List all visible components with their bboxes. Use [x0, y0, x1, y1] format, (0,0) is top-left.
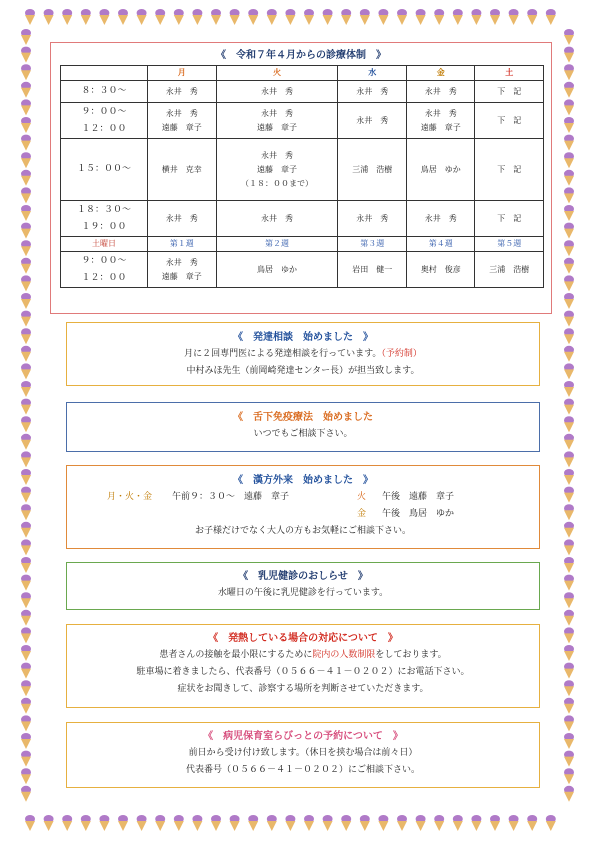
- doctor-cell-mon: 横井 克幸: [148, 139, 217, 201]
- ice-cream-cone-icon: [21, 223, 31, 239]
- doctor-cell-wed: 永井 秀: [338, 81, 407, 103]
- ice-cream-cone-icon: [21, 82, 31, 98]
- kampo-detail3: 午後 鳥居 ゆか: [382, 509, 455, 519]
- ice-cream-cone-icon: [21, 399, 31, 415]
- ice-cream-cone-icon: [21, 434, 31, 450]
- zekka-section: [66, 402, 540, 452]
- ice-cream-cone-icon: [323, 9, 333, 25]
- ice-cream-cone-icon: [21, 627, 31, 643]
- ice-cream-cone-icon: [341, 9, 351, 25]
- ice-cream-cone-icon: [21, 187, 31, 203]
- ice-cream-cone-icon: [81, 815, 91, 831]
- ice-cream-cone-icon: [81, 9, 91, 25]
- ice-cream-cone-icon: [137, 9, 147, 25]
- ice-cream-cone-icon: [546, 815, 556, 831]
- doctor-cell-sat: 下 記: [475, 139, 544, 201]
- hattatsu-title: 《 発達相談 始めました 》: [233, 332, 373, 343]
- ice-cream-cone-icon: [21, 733, 31, 749]
- ice-cream-cone-icon: [564, 715, 574, 731]
- ice-cream-cone-icon: [21, 152, 31, 168]
- ice-cream-cone-icon: [564, 328, 574, 344]
- ice-cream-cone-icon: [21, 663, 31, 679]
- ice-cream-cone-icon: [21, 469, 31, 485]
- fever-line1: [67, 647, 539, 664]
- ice-cream-cone-icon: [323, 815, 333, 831]
- saturday-doctor-week-5: 三浦 浩樹: [475, 252, 544, 288]
- ice-cream-cone-icon: [564, 504, 574, 520]
- ice-cream-cone-icon: [230, 815, 240, 831]
- ice-cream-cone-icon: [248, 815, 258, 831]
- ice-cream-cone-icon: [564, 698, 574, 714]
- ice-cream-cone-icon: [230, 9, 240, 25]
- week-3: 第３週: [338, 237, 407, 252]
- fever-line3: 症状をお聞きして、診察する場所を判断させていただきます。: [177, 684, 429, 694]
- ice-cream-cone-icon: [21, 117, 31, 133]
- doctor-cell-sat: 下 記: [475, 81, 544, 103]
- ice-cream-cone-icon: [509, 815, 519, 831]
- ice-cream-cone-icon: [564, 399, 574, 415]
- ice-cream-cone-icon: [62, 9, 72, 25]
- time-slot: １８：３０～ １９：００: [61, 201, 148, 237]
- ice-cream-cone-icon: [21, 363, 31, 379]
- ice-cream-cone-icon: [44, 815, 54, 831]
- ice-cream-cone-icon: [564, 663, 574, 679]
- ice-cream-cone-icon: [21, 786, 31, 802]
- ice-cream-cone-icon: [564, 469, 574, 485]
- ice-cream-cone-icon: [211, 815, 221, 831]
- ice-cream-cone-icon: [21, 205, 31, 221]
- ice-cream-cone-icon: [62, 815, 72, 831]
- day-sat: 土: [475, 66, 544, 81]
- kenshin-line1: 水曜日の午後に乳児健診を行っています。: [217, 588, 389, 598]
- doctor-cell-tue: 永井 秀: [216, 81, 338, 103]
- doctor-cell-tue: 永井 秀: [216, 201, 338, 237]
- day-mon: 月: [148, 66, 217, 81]
- fever-title: 《 発熱している場合の対応について 》: [208, 633, 398, 644]
- ice-cream-cone-icon: [434, 815, 444, 831]
- schedule-body: [61, 81, 544, 237]
- ice-cream-cone-icon: [285, 815, 295, 831]
- ice-cream-cone-icon: [360, 9, 370, 25]
- ice-cream-cone-icon: [267, 815, 277, 831]
- ice-cream-cone-icon: [21, 170, 31, 186]
- ice-cream-cone-icon: [564, 786, 574, 802]
- ice-cream-cone-icon: [564, 223, 574, 239]
- ice-cream-cone-icon: [564, 363, 574, 379]
- hattatsu-line1: [67, 346, 539, 363]
- ice-cream-cone-icon: [471, 815, 481, 831]
- ice-cream-cone-icon: [21, 575, 31, 591]
- hattatsu-line2: 中村みほ先生（前岡崎発達センター長）が担当致します。: [186, 366, 420, 376]
- ice-cream-cone-icon: [564, 434, 574, 450]
- ice-cream-cone-icon: [434, 9, 444, 25]
- week-1: 第１週: [148, 237, 217, 252]
- byoji-line1: 前日から受け付け致します。（休日を挟む場合は前々日）: [188, 748, 418, 758]
- hattatsu-section: [66, 322, 540, 386]
- time-slot: １５：００～: [61, 139, 148, 201]
- doctor-cell-mon: 永井 秀: [148, 201, 217, 237]
- ice-cream-cone-icon: [21, 240, 31, 256]
- ice-cream-cone-icon: [564, 733, 574, 749]
- ice-cream-cone-icon: [416, 815, 426, 831]
- ice-cream-cone-icon: [564, 768, 574, 784]
- schedule-row: [61, 139, 544, 201]
- ice-cream-cone-icon: [564, 539, 574, 555]
- ice-cream-cone-icon: [341, 815, 351, 831]
- ice-cream-cone-icon: [285, 9, 295, 25]
- ice-cream-cone-icon: [304, 815, 314, 831]
- ice-cream-cone-icon: [44, 9, 54, 25]
- ice-cream-cone-icon: [21, 275, 31, 291]
- ice-cream-cone-icon: [304, 9, 314, 25]
- ice-cream-cone-icon: [564, 29, 574, 45]
- saturday-label: 土曜日: [61, 237, 148, 252]
- kampo-days2: 火: [357, 492, 367, 502]
- hattatsu-reservation-note: （予約制）: [381, 349, 422, 359]
- kampo-title: 《 漢方外来 始めました 》: [233, 475, 373, 486]
- time-slot: ９：００～ １２：００: [61, 103, 148, 139]
- ice-cream-cone-icon: [25, 9, 35, 25]
- fever-line2: 駐車場に着きましたら、代表番号（０５６６－４１－０２０２）にお電話下さい。: [136, 667, 470, 677]
- day-fri: 金: [406, 66, 475, 81]
- ice-cream-cone-icon: [21, 610, 31, 626]
- schedule-row: [61, 103, 544, 139]
- ice-cream-cone-icon: [564, 575, 574, 591]
- ice-cream-cone-icon: [564, 487, 574, 503]
- ice-cream-cone-icon: [564, 680, 574, 696]
- schedule-header-row: [61, 66, 544, 81]
- ice-cream-cone-icon: [564, 47, 574, 63]
- ice-cream-cone-icon: [564, 416, 574, 432]
- ice-cream-cone-icon: [21, 592, 31, 608]
- kampo-row1: [67, 489, 539, 506]
- ice-cream-cone-icon: [192, 815, 202, 831]
- schedule-table: [60, 65, 544, 288]
- saturday-time-slot: ９：００～ １２：００: [61, 252, 148, 288]
- ice-cream-cone-icon: [21, 680, 31, 696]
- ice-cream-cone-icon: [21, 29, 31, 45]
- ice-cream-cone-icon: [360, 815, 370, 831]
- doctor-cell-sat: 下 記: [475, 103, 544, 139]
- saturday-doctor-week-4: 奥村 俊彦: [406, 252, 475, 288]
- ice-cream-cone-icon: [378, 815, 388, 831]
- ice-cream-cone-icon: [453, 815, 463, 831]
- ice-cream-cone-icon: [21, 504, 31, 520]
- week-2: 第２週: [216, 237, 338, 252]
- ice-cream-cone-icon: [21, 751, 31, 767]
- ice-cream-cone-icon: [21, 99, 31, 115]
- saturday-doctor-row: [61, 252, 544, 288]
- schedule-title: 《 令和７年４月からの診療体制 》: [216, 50, 386, 61]
- byoji-title: 《 病児保育室らびっとの予約について 》: [203, 731, 403, 742]
- schedule-section: [50, 42, 552, 314]
- ice-cream-cone-icon: [564, 135, 574, 151]
- ice-cream-cone-icon: [564, 152, 574, 168]
- ice-cream-cone-icon: [21, 522, 31, 538]
- ice-cream-cone-icon: [546, 9, 556, 25]
- ice-cream-cone-icon: [564, 240, 574, 256]
- ice-cream-cone-icon: [471, 9, 481, 25]
- doctor-cell-wed: 三浦 浩樹: [338, 139, 407, 201]
- ice-cream-cone-icon: [248, 9, 258, 25]
- ice-cream-cone-icon: [564, 99, 574, 115]
- schedule-row: [61, 201, 544, 237]
- ice-cream-cone-icon: [397, 815, 407, 831]
- ice-cream-cone-icon: [564, 187, 574, 203]
- ice-cream-cone-icon: [564, 557, 574, 573]
- ice-cream-cone-icon: [490, 9, 500, 25]
- ice-cream-cone-icon: [21, 346, 31, 362]
- doctor-cell-wed: 永井 秀: [338, 103, 407, 139]
- ice-cream-cone-icon: [564, 610, 574, 626]
- doctor-cell-wed: 永井 秀: [338, 201, 407, 237]
- ice-cream-cone-icon: [564, 117, 574, 133]
- ice-cream-cone-icon: [564, 451, 574, 467]
- kenshin-section: [66, 562, 540, 610]
- ice-cream-cone-icon: [211, 9, 221, 25]
- time-slot: ８：３０～: [61, 81, 148, 103]
- doctor-cell-sat: 下 記: [475, 201, 544, 237]
- ice-cream-cone-icon: [118, 815, 128, 831]
- ice-cream-cone-icon: [21, 311, 31, 327]
- ice-cream-cone-icon: [174, 9, 184, 25]
- ice-cream-cone-icon: [509, 9, 519, 25]
- ice-cream-cone-icon: [416, 9, 426, 25]
- ice-cream-cone-icon: [564, 645, 574, 661]
- ice-cream-cone-icon: [21, 698, 31, 714]
- week-4: 第４週: [406, 237, 475, 252]
- ice-cream-cone-icon: [174, 815, 184, 831]
- doctor-cell-mon: 永井 秀: [148, 81, 217, 103]
- day-tue: 火: [216, 66, 338, 81]
- kampo-note: お子様だけでなく大人の方もお気軽にご相談下さい。: [194, 526, 411, 536]
- hattatsu-line1-text: 月に２回専門医による発達相談を行っています。: [184, 349, 382, 359]
- kampo-row2: [67, 506, 539, 523]
- kampo-detail1: 午前９：３０～ 遠藤 章子: [172, 492, 290, 502]
- ice-cream-cone-icon: [21, 381, 31, 397]
- saturday-doctor-week-3: 岩田 健一: [338, 252, 407, 288]
- zekka-title: 《 舌下免疫療法 始めました: [233, 412, 373, 423]
- ice-cream-cone-icon: [21, 539, 31, 555]
- fever-line1-pre: 患者さんの接触を最小限にするために: [159, 650, 313, 660]
- saturday-body: [61, 252, 544, 288]
- week-5: 第５週: [475, 237, 544, 252]
- schedule-row: [61, 81, 544, 103]
- ice-cream-cone-icon: [155, 9, 165, 25]
- ice-cream-cone-icon: [564, 64, 574, 80]
- ice-cream-cone-icon: [21, 328, 31, 344]
- ice-cream-cone-icon: [527, 815, 537, 831]
- doctor-cell-fri: 鳥居 ゆか: [406, 139, 475, 201]
- corner-cell: [61, 66, 148, 81]
- zekka-line1: いつでもご相談下さい。: [253, 429, 353, 439]
- ice-cream-cone-icon: [564, 522, 574, 538]
- ice-cream-cone-icon: [99, 9, 109, 25]
- ice-cream-cone-icon: [564, 205, 574, 221]
- ice-cream-cone-icon: [453, 9, 463, 25]
- ice-cream-cone-icon: [21, 487, 31, 503]
- ice-cream-cone-icon: [564, 592, 574, 608]
- ice-cream-cone-icon: [21, 64, 31, 80]
- ice-cream-cone-icon: [137, 815, 147, 831]
- saturday-doctor-week-2: 鳥居 ゆか: [216, 252, 338, 288]
- ice-cream-cone-icon: [267, 9, 277, 25]
- ice-cream-cone-icon: [118, 9, 128, 25]
- kampo-days1: 月・火・金: [107, 492, 153, 502]
- ice-cream-cone-icon: [397, 9, 407, 25]
- ice-cream-cone-icon: [21, 768, 31, 784]
- ice-cream-cone-icon: [564, 293, 574, 309]
- saturday-week-row: [61, 237, 544, 252]
- byoji-section: [66, 722, 540, 788]
- kampo-section: [66, 465, 540, 549]
- ice-cream-cone-icon: [564, 346, 574, 362]
- ice-cream-cone-icon: [21, 557, 31, 573]
- ice-cream-cone-icon: [527, 9, 537, 25]
- ice-cream-cone-icon: [21, 258, 31, 274]
- kampo-days3: 金: [357, 509, 367, 519]
- ice-cream-cone-icon: [564, 751, 574, 767]
- ice-cream-cone-icon: [21, 293, 31, 309]
- kampo-detail2: 午後 遠藤 章子: [382, 492, 455, 502]
- ice-cream-cone-icon: [21, 47, 31, 63]
- ice-cream-cone-icon: [564, 627, 574, 643]
- saturday-doctor-week-1: 永井 秀 遠藤 章子: [148, 252, 217, 288]
- kenshin-title: 《 乳児健診のおしらせ 》: [238, 571, 368, 582]
- ice-cream-cone-icon: [21, 451, 31, 467]
- ice-cream-cone-icon: [21, 135, 31, 151]
- ice-cream-cone-icon: [564, 311, 574, 327]
- fever-section: [66, 624, 540, 708]
- ice-cream-cone-icon: [99, 815, 109, 831]
- doctor-cell-fri: 永井 秀 遠藤 章子: [406, 103, 475, 139]
- day-wed: 水: [338, 66, 407, 81]
- ice-cream-cone-icon: [25, 815, 35, 831]
- ice-cream-cone-icon: [564, 82, 574, 98]
- ice-cream-cone-icon: [564, 381, 574, 397]
- ice-cream-cone-icon: [378, 9, 388, 25]
- fever-line1-post: をしております。: [375, 650, 447, 660]
- doctor-cell-tue: 永井 秀 遠藤 章子: [216, 103, 338, 139]
- byoji-line2: 代表番号（０５６６－４１－０２０２）にご相談下さい。: [185, 765, 420, 775]
- ice-cream-cone-icon: [564, 170, 574, 186]
- ice-cream-cone-icon: [155, 815, 165, 831]
- ice-cream-cone-icon: [564, 258, 574, 274]
- fever-limit-note: 院内の人数制限: [312, 650, 376, 660]
- doctor-cell-fri: 永井 秀: [406, 81, 475, 103]
- ice-cream-cone-icon: [192, 9, 202, 25]
- ice-cream-cone-icon: [21, 715, 31, 731]
- doctor-cell-mon: 永井 秀 遠藤 章子: [148, 103, 217, 139]
- doctor-cell-tue: 永井 秀 遠藤 章子 （１８：００まで）: [216, 139, 338, 201]
- doctor-cell-fri: 永井 秀: [406, 201, 475, 237]
- ice-cream-cone-icon: [564, 275, 574, 291]
- ice-cream-cone-icon: [21, 416, 31, 432]
- ice-cream-cone-icon: [490, 815, 500, 831]
- ice-cream-cone-icon: [21, 645, 31, 661]
